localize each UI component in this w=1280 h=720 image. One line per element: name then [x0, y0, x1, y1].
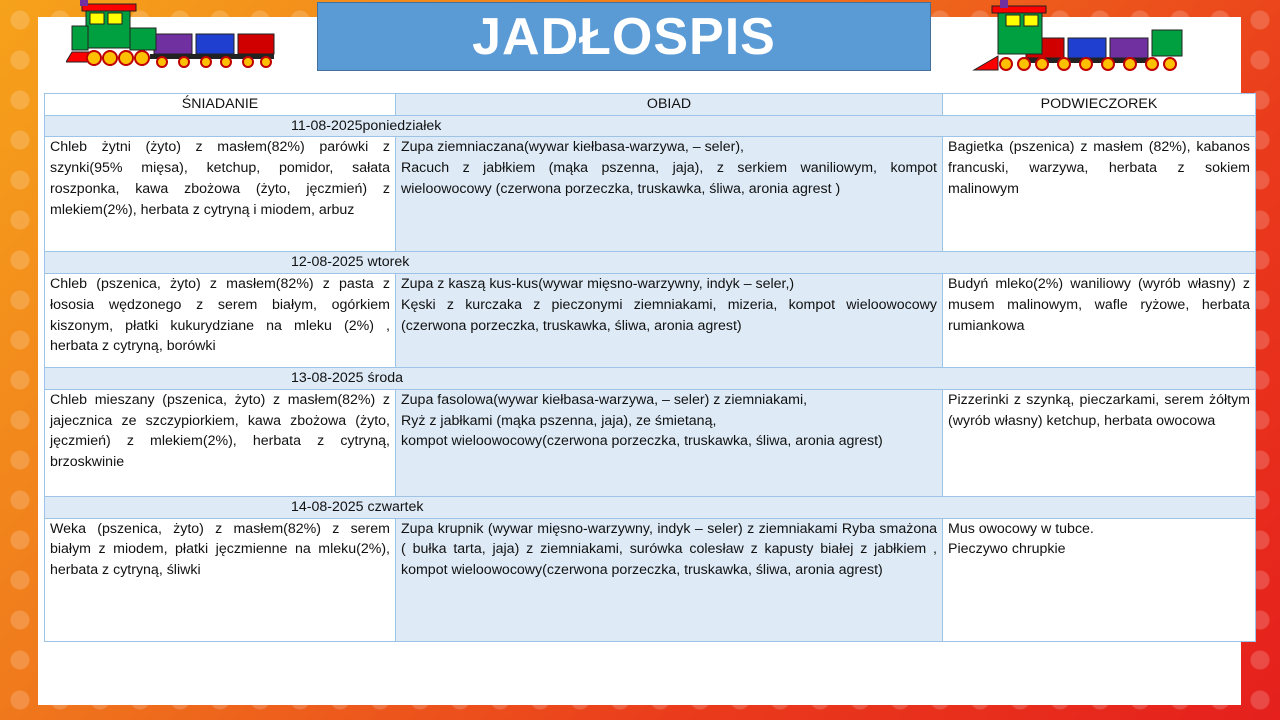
meal-text: Racuch z jabłkiem (mąka pszenna, jaja), z serkiem waniliowym, kompot wieloowocowy (czerwona porzeczka, truskawka, śliwa, aronia agrest ): [401, 160, 937, 197]
day-date: 14-08-2025 czwartek: [291, 498, 424, 515]
snack-cell: [943, 389, 1256, 496]
breakfast-cell: [45, 274, 396, 368]
meal-text: Weka (pszenica, żyto) z masłem(82%) z serem białym z miodem, płatki jęczmienne na mleku(2%), herbata z cytryną, śliwki: [50, 520, 390, 578]
snack-cell: [943, 274, 1256, 368]
day-date: 12-08-2025 wtorek: [291, 254, 410, 271]
meal-text: Budyń mleko(2%) waniliowy (wyrób własny) z musem malinowym, wafle ryżowe, herbata rumiankowa: [948, 276, 1250, 334]
meal-text: Zupa z kaszą kus-kus(wywar mięsno-warzywny, indyk – seler,): [401, 276, 795, 293]
date-row: [45, 496, 1256, 518]
meal-text: Zupa fasolowa(wywar kiełbasa-warzywa, – seler) z ziemniakami,: [401, 391, 808, 408]
train-right-icon: [972, 0, 1184, 74]
meal-text: Chleb (pszenica, żyto) z masłem(82%) z pasta z łososia wędzonego z serem białym, ogórkiem kiszonym, płatki kukurydziane na mleku (2%) , herbata z cytryną, borówki: [50, 276, 390, 355]
meal-text: Bagietka (pszenica) z masłem (82%), kabanos francuski, warzywa, herbata z sokiem malinowym: [948, 139, 1250, 197]
meal-text: kompot wieloowocowy(czerwona porzeczka, truskawka, śliwa, aronia agrest): [401, 433, 883, 450]
table-row: [45, 137, 1256, 252]
table-header-row: [45, 94, 1256, 116]
column-header-snack: PODWIECZOREK: [943, 94, 1256, 116]
lunch-cell: [396, 137, 943, 252]
meal-text: Kęski z kurczaka z pieczonymi ziemniakami, mizeria, kompot wieloowocowy (czerwona porzeczka, truskawka, śliwa, aronia agrest): [401, 296, 937, 334]
meal-text: Chleb żytni (żyto) z masłem(82%) parówki z szynki(95% mięsa), ketchup, pomidor, sałata roszponka, kawa zbożowa (żyto, jęczmień) z mlekiem(2%), herbata z cytryną i miodem, arbuz: [50, 139, 390, 218]
date-row: [45, 368, 1256, 390]
lunch-cell: [396, 518, 943, 641]
breakfast-cell: [45, 518, 396, 641]
menu-table: [44, 93, 1256, 642]
meal-text: Zupa ziemniaczana(wywar kiełbasa-warzywa, – seler),: [401, 139, 744, 156]
table-row: [45, 274, 1256, 368]
table-row: [45, 389, 1256, 496]
meal-text: Pizzerinki z szynką, pieczarkami, serem żółtym (wyrób własny) ketchup, herbata owocowa: [948, 391, 1250, 429]
lunch-cell: [396, 274, 943, 368]
train-left-icon: [66, 0, 278, 70]
breakfast-cell: [45, 137, 396, 252]
column-header-breakfast: ŚNIADANIE: [45, 94, 396, 116]
meal-text: Mus owocowy w tubce.: [948, 520, 1094, 537]
title-banner: [317, 2, 931, 71]
meal-text: Chleb mieszany (pszenica, żyto) z masłem(82%) z jajecznica ze szczypiorkiem, kawa zbożowa (żyto, jęczmień) z mlekiem(2%), herbata z cytryną, brzoskwinie: [50, 391, 390, 470]
snack-cell: [943, 518, 1256, 641]
date-row: [45, 252, 1256, 274]
table-row: [45, 518, 1256, 641]
meal-text: Ryż z jabłkami (mąka pszenna, jaja), ze śmietaną,: [401, 412, 717, 429]
breakfast-cell: [45, 389, 396, 496]
day-date: 11-08-2025poniedziałek: [291, 117, 442, 134]
page-title: JADŁOSPIS: [472, 7, 776, 66]
column-header-lunch: OBIAD: [396, 94, 943, 116]
lunch-cell: [396, 389, 943, 496]
snack-cell: [943, 137, 1256, 252]
day-date: 13-08-2025 środa: [291, 370, 404, 387]
meal-text: Zupa krupnik (wywar mięsno-warzywny, indyk – seler) z ziemniakami Ryba smażona ( bułka tarta, jaja) z ziemniakami, surówka colesław z kapusty białej z jabłkiem , kompot wieloowocowy(czerwona porzeczka, truskawka, śliwa, aronia agrest): [401, 520, 937, 578]
date-row: [45, 115, 1256, 137]
meal-text: Pieczywo chrupkie: [948, 541, 1066, 558]
